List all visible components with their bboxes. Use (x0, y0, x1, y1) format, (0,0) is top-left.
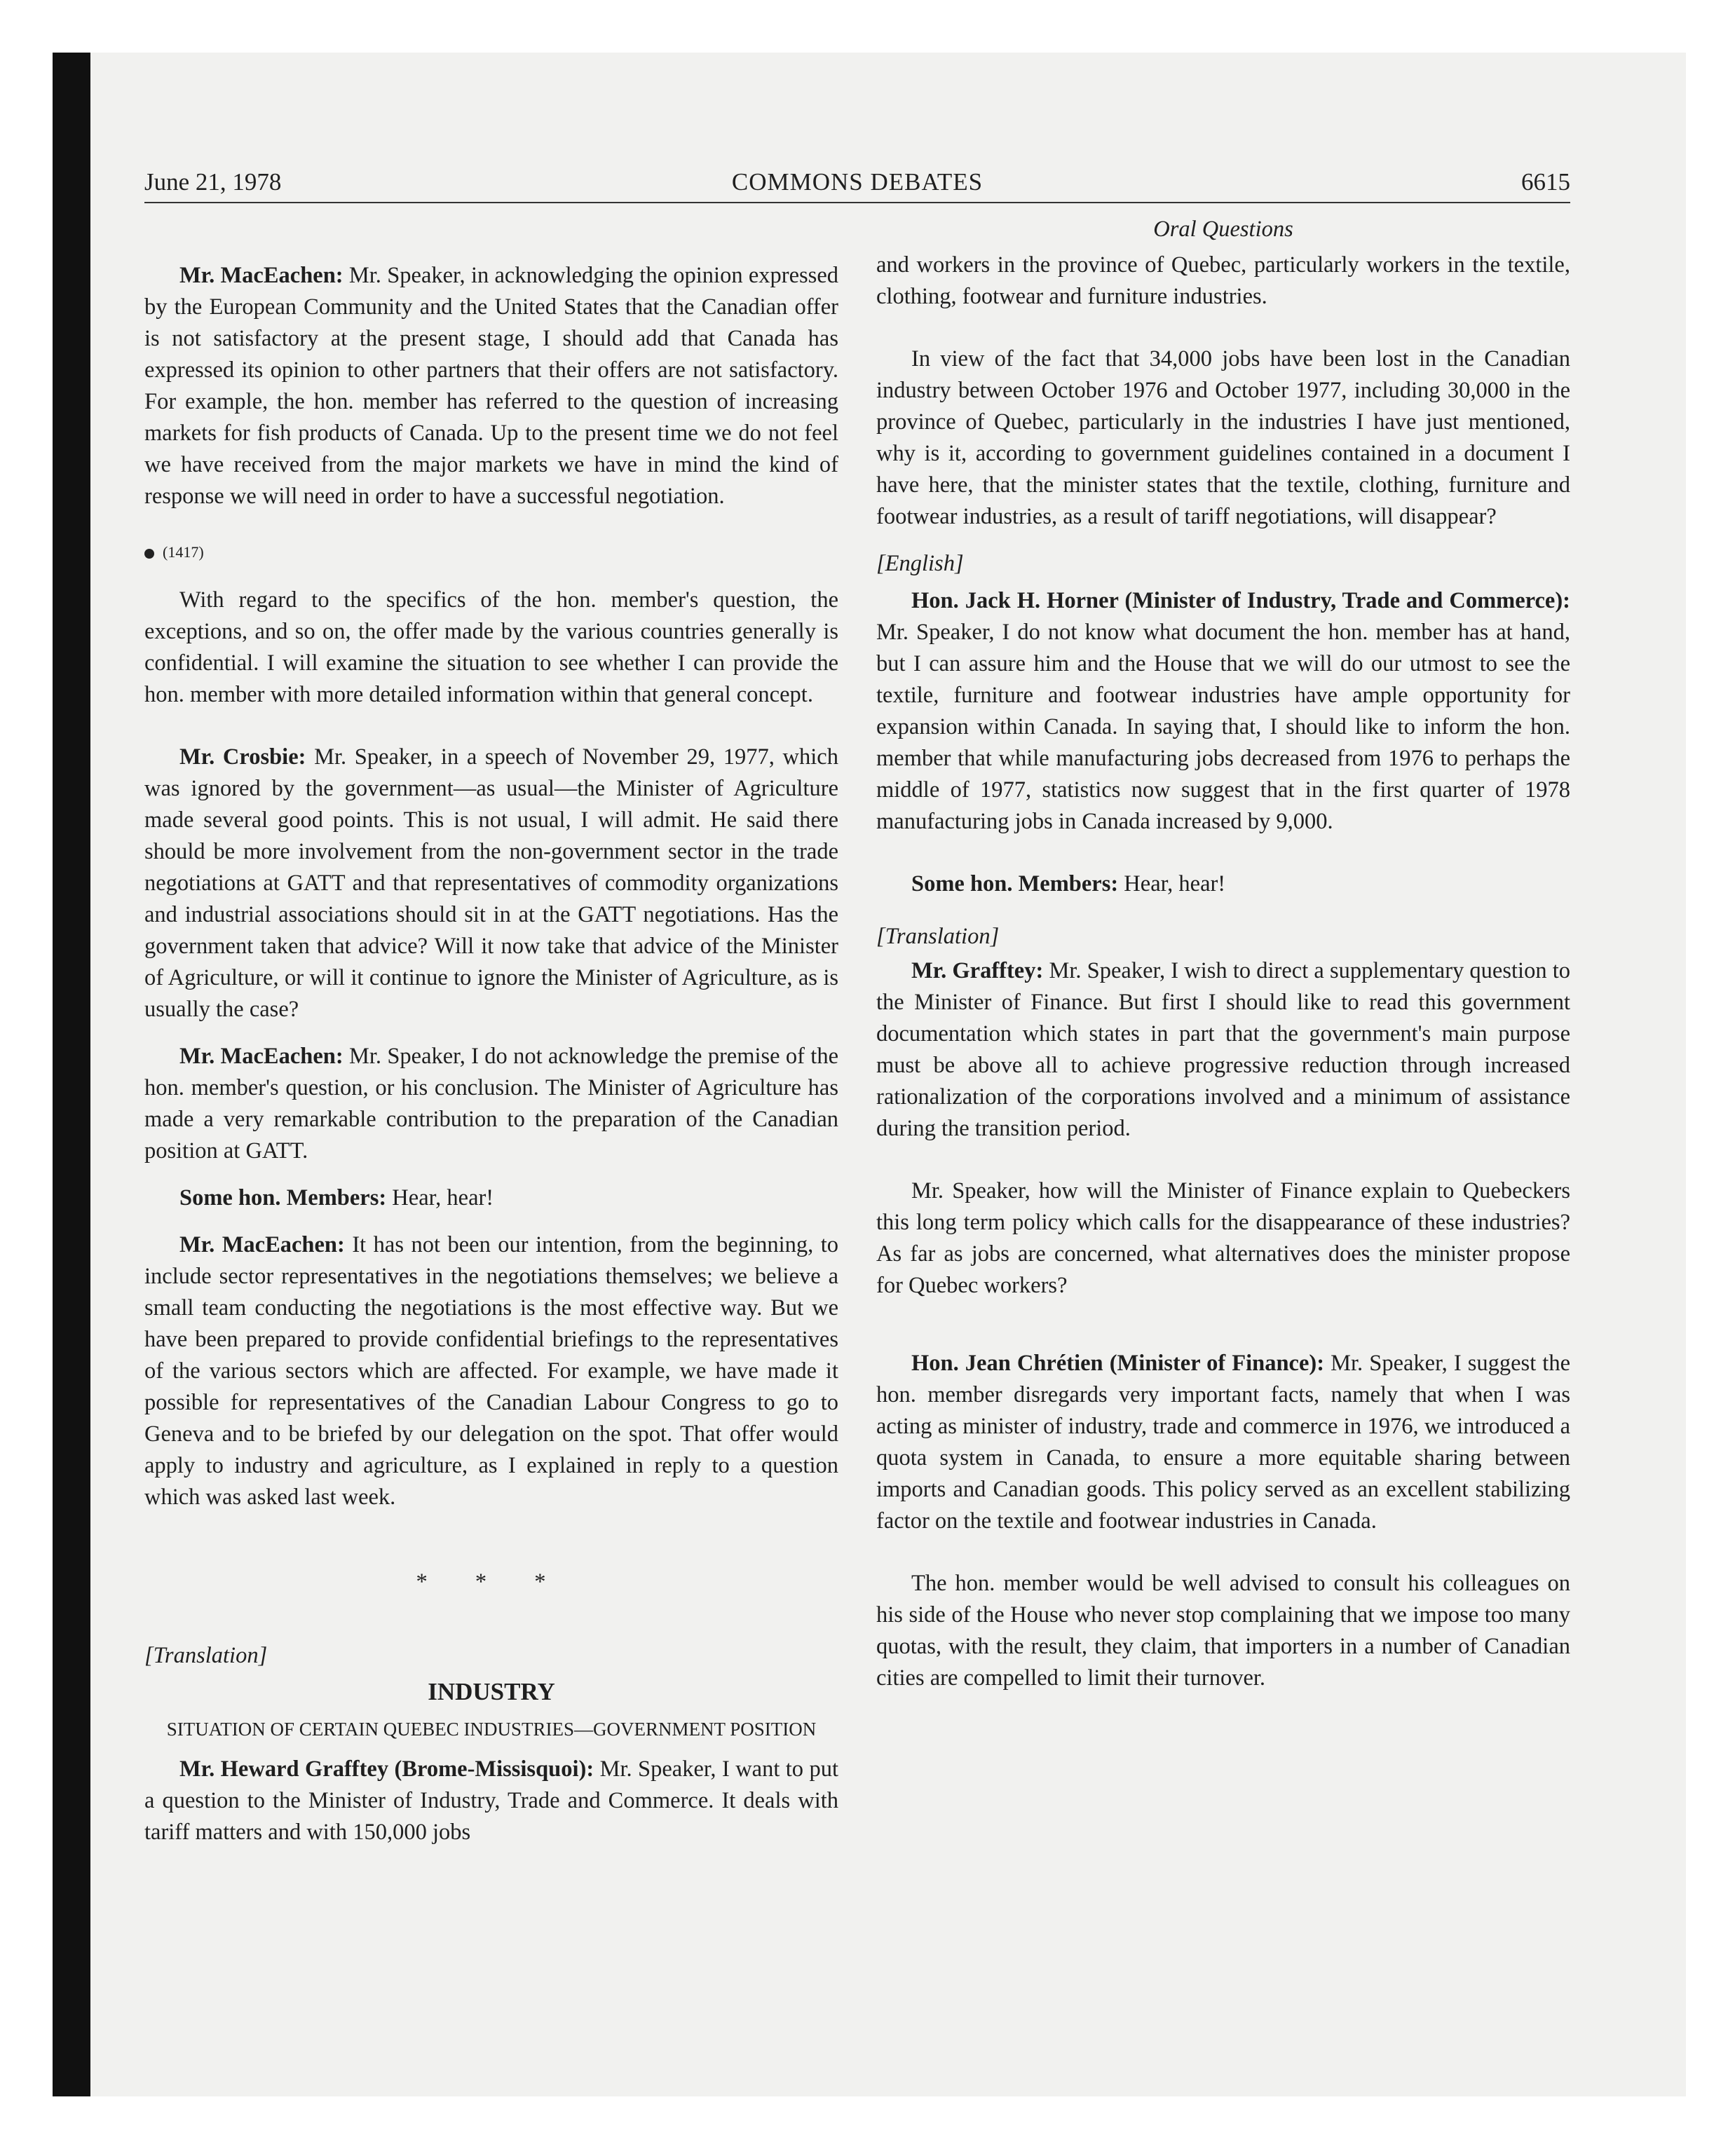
speech-text: Mr. Speaker, I do not know what document the hon. member has at hand, but I can assure him and the House that we will do our utmost to see the textile, furniture and footwear industries have ample opportunity for expansion within Canada. In saying that, I should like to inform the hon. member that while manufacturing jobs decreased from 1976 to perhaps the middle of 1977, statistics now suggest that in the first quarter of 1978 manufacturing jobs in Canada increased by 9,000. (876, 620, 1570, 834)
speaker-name: Mr. MacEachen: (179, 1232, 345, 1257)
paragraph: Mr. Speaker, how will the Minister of Finance explain to Quebeckers this long term policy which calls for the disappearance of these industries? As far as jobs are concerned, what alternatives does the minister propose for Quebec workers? (876, 1178, 1570, 1298)
speaker-name: Some hon. Members: (911, 871, 1119, 896)
section-heading: INDUSTRY (428, 1678, 555, 1705)
right-column (876, 214, 1570, 1694)
speech-text: Mr. Speaker, in acknowledging the opinion expressed by the European Community and the United States that the Canadian offer is not satisfactory at the present stage, I should add that Canada has expressed its opinion to other partners that their offers are not satisfactory. For example, the hon. member has referred to the question of increasing markets for fish products of Canada. Up to the present time we do not feel we have received from the major markets we have in mind the kind of response we will need in order to have a successful negotiation. (144, 263, 838, 509)
speech-text: Mr. Speaker, I want to put a question to the Minister of Industry, Trade and Commerce. It deals with tariff matters and with 150,000 jobs (144, 1756, 838, 1845)
speaker-name: Mr. Grafftey: (911, 958, 1044, 983)
paragraph (144, 260, 838, 512)
speech-text: Mr. Speaker, I do not acknowledge the premise of the hon. member's question, or his conclusion. The Minister of Agriculture has made a very remarkable contribution to the preparation of the Canadian position at GATT. (144, 1044, 838, 1164)
speaker-name: Some hon. Members: (179, 1185, 387, 1210)
paragraph (876, 1348, 1570, 1537)
paragraph: In view of the fact that 34,000 jobs have been lost in the Canadian industry between October 1976 and October 1977, including 30,000 in the province of Quebec, particularly in the industries I have just mentioned, why is it, according to government guidelines contained in a document I have here, that the minister states that the textile, clothing, furniture and footwear industries, as a result of tariff negotiations, will disappear? (876, 346, 1570, 529)
paragraph (144, 1182, 838, 1214)
column-heading: Oral Questions (1153, 217, 1293, 242)
paragraph: and workers in the province of Quebec, particularly workers in the textile, clothing, footwear and furniture industries. (876, 252, 1570, 309)
page-header (144, 163, 1570, 203)
header-title: COMMONS DEBATES (731, 168, 984, 196)
paragraph: The hon. member would be well advised to consult his colleagues on his side of the House who never stop complaining that we impose too many quotas, with the result, they claim, that importers in a number of Canadian cities are compelled to limit their turnover. (876, 1571, 1570, 1691)
header-date: June 21, 1978 (144, 168, 282, 196)
scan-binding-edge (53, 53, 90, 2096)
time-indicator-text: (1417) (163, 543, 204, 561)
speech-text: Mr. Speaker, I wish to direct a supplementary question to the Minister of Finance. But first I should like to read this government documentation which states in part that the government's main purpose must be above all to achieve progressive reduction through increased rationalization of the corporations involved and a minimum of assistance during the transition period. (876, 958, 1570, 1141)
speech-text: Mr. Speaker, I suggest the hon. member disregards very important facts, namely that when I was acting as minister of industry, trade and commerce in 1976, we introduced a quota system in Canada, to ensure a more equitable sharing between imports and Canadian goods. This policy served as an excellent stabilizing factor on the textile and footwear industries in Canada. (876, 1351, 1570, 1534)
paragraph: With regard to the specifics of the hon. member's question, the exceptions, and so on, the offer made by the various countries generally is confidential. I will examine the situation to see whether I can provide the hon. member with more detailed information within that general concept. (144, 587, 838, 707)
header-page-number: 6615 (1521, 168, 1570, 196)
paragraph (144, 1229, 838, 1513)
translation-label: [Translation] (144, 1643, 268, 1668)
paragraph (144, 1754, 838, 1848)
english-label: [English] (876, 551, 964, 576)
speaker-name: Mr. MacEachen: (179, 1044, 343, 1069)
bullet-icon (144, 549, 154, 559)
speech-text: Hear, hear! (1118, 871, 1226, 896)
speaker-name: Mr. MacEachen: (179, 263, 343, 288)
translation-label: [Translation] (876, 924, 1000, 949)
speaker-name: Hon. Jean Chrétien (Minister of Finance): (911, 1351, 1325, 1376)
speaker-name: Mr. Crosbie: (179, 744, 306, 770)
left-column (144, 214, 838, 1848)
paragraph (876, 955, 1570, 1145)
speech-text: Mr. Speaker, in a speech of November 29, 1977, which was ignored by the government—as usual—the Minister of Agriculture made several good points. This is not usual, I will admit. He said there should be more involvement from the non-government sector in the trade negotiations at GATT and that representatives of commodity organizations and industrial associations should sit in at the GATT negotiations. Has the government taken that advice? Will it now take that advice of the Minister of Agriculture, or will it continue to ignore the Minister of Agriculture, as is usually the case? (144, 744, 838, 1022)
paragraph (144, 1041, 838, 1167)
paragraph (144, 742, 838, 1025)
speaker-name: Mr. Heward Grafftey (Brome-Missisquoi): (179, 1756, 594, 1782)
speaker-name: Hon. Jack H. Horner (Minister of Industry, Trade and Commerce): (911, 588, 1570, 613)
speech-text: Hear, hear! (386, 1185, 494, 1210)
section-subheading: SITUATION OF CERTAIN QUEBEC INDUSTRIES—GOVERNMENT POSITION (166, 1719, 817, 1740)
paragraph (876, 868, 1570, 900)
section-separator: * * * (416, 1569, 567, 1595)
speech-text: It has not been our intention, from the beginning, to include sector representatives in the negotiations themselves; we believe a small team conducting the negotiations is the most effective way. But we have been prepared to provide confidential briefings to the representatives of the various sectors which are affected. For example, we have made it possible for representatives of the Canadian Labour Congress to go to Geneva and to be briefed by our delegation on the spot. That offer would apply to industry and agriculture, as I explained in reply to a question which was asked last week. (144, 1232, 838, 1510)
time-indicator (144, 536, 838, 568)
paragraph (876, 585, 1570, 838)
